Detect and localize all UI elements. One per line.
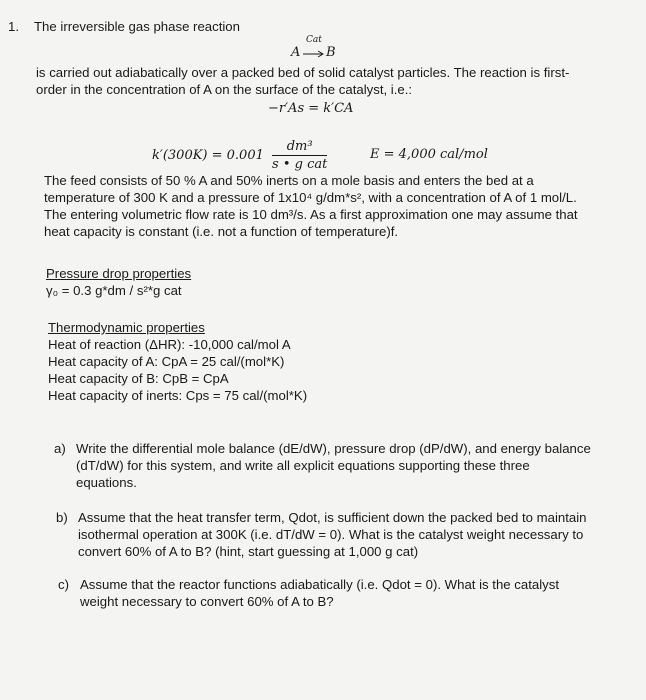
- question-a-line: equations.: [76, 475, 137, 490]
- thermo-item: Heat capacity of A: CpA = 25 cal/(mol*K): [48, 354, 285, 369]
- question-b-line: Assume that the heat transfer term, Qdot, is sufficient down the packed bed to maintain: [78, 510, 587, 525]
- catalyst-label: Cat: [306, 35, 322, 45]
- question-c-label: c): [58, 577, 69, 592]
- k-units-numerator: dm³: [272, 139, 327, 156]
- thermo-item: Heat capacity of B: CpB = CpA: [48, 371, 229, 386]
- question-a-line: (dT/dW) for this system, and write all explicit equations supporting these three: [76, 458, 530, 473]
- problem-number: 1.: [8, 19, 19, 34]
- feed-line-1: The feed consists of 50 % A and 50% inerts on a mole basis and enters the bed at a: [44, 173, 534, 188]
- reaction-equation: [290, 37, 350, 63]
- reaction-arrow-icon: [303, 50, 325, 58]
- feed-line-2: temperature of 300 K and a pressure of 1x10⁴ g/dm*s², with a concentration of A of 1 mol/L.: [44, 190, 577, 205]
- product: B: [326, 45, 336, 60]
- reactant: A: [291, 45, 301, 60]
- intro-line-1: is carried out adiabatically over a packed bed of solid catalyst particles. The reaction is first-: [36, 65, 570, 80]
- pressure-heading: Pressure drop properties: [46, 266, 192, 281]
- feed-line-4: heat capacity is constant (i.e. not a function of temperature)f.: [44, 224, 399, 239]
- rate-law: −r′As = k′CA: [268, 101, 354, 116]
- intro-line-2: order in the concentration of A on the surface of the catalyst, i.e.:: [36, 82, 413, 97]
- question-b-label: b): [56, 510, 68, 525]
- rate-constant: [152, 139, 327, 172]
- k-lhs: k′(300K) = 0.001: [152, 148, 264, 163]
- question-a-label: a): [54, 441, 66, 456]
- feed-line-3: The entering volumetric flow rate is 10 dm³/s. As a first approximation one may assume that: [44, 207, 578, 222]
- question-b-line: isothermal operation at 300K (i.e. dT/dW = 0). What is the catalyst weight necessary to: [78, 527, 584, 542]
- question-c-line: Assume that the reactor functions adiabatically (i.e. Qdot = 0). What is the catalyst: [80, 577, 560, 592]
- thermo-item: Heat of reaction (ΔHR): -10,000 cal/mol A: [48, 337, 291, 352]
- k-units-denominator: s • g cat: [272, 157, 328, 172]
- thermo-item: Heat capacity of inerts: Cps = 75 cal/(mol*K): [48, 388, 308, 403]
- question-b-line: convert 60% of A to B? (hint, start guessing at 1,000 g cat): [78, 544, 419, 559]
- activation-energy: E = 4,000 cal/mol: [370, 147, 488, 162]
- thermo-heading: Thermodynamic properties: [48, 320, 205, 335]
- question-a-line: Write the differential mole balance (dE/dW), pressure drop (dP/dW), and energy balance: [76, 441, 591, 456]
- problem-title: The irreversible gas phase reaction: [34, 19, 240, 34]
- pressure-gamma: γ₀ = 0.3 g*dm / s²*g cat: [46, 283, 182, 298]
- question-c-line: weight necessary to convert 60% of A to B?: [80, 594, 334, 609]
